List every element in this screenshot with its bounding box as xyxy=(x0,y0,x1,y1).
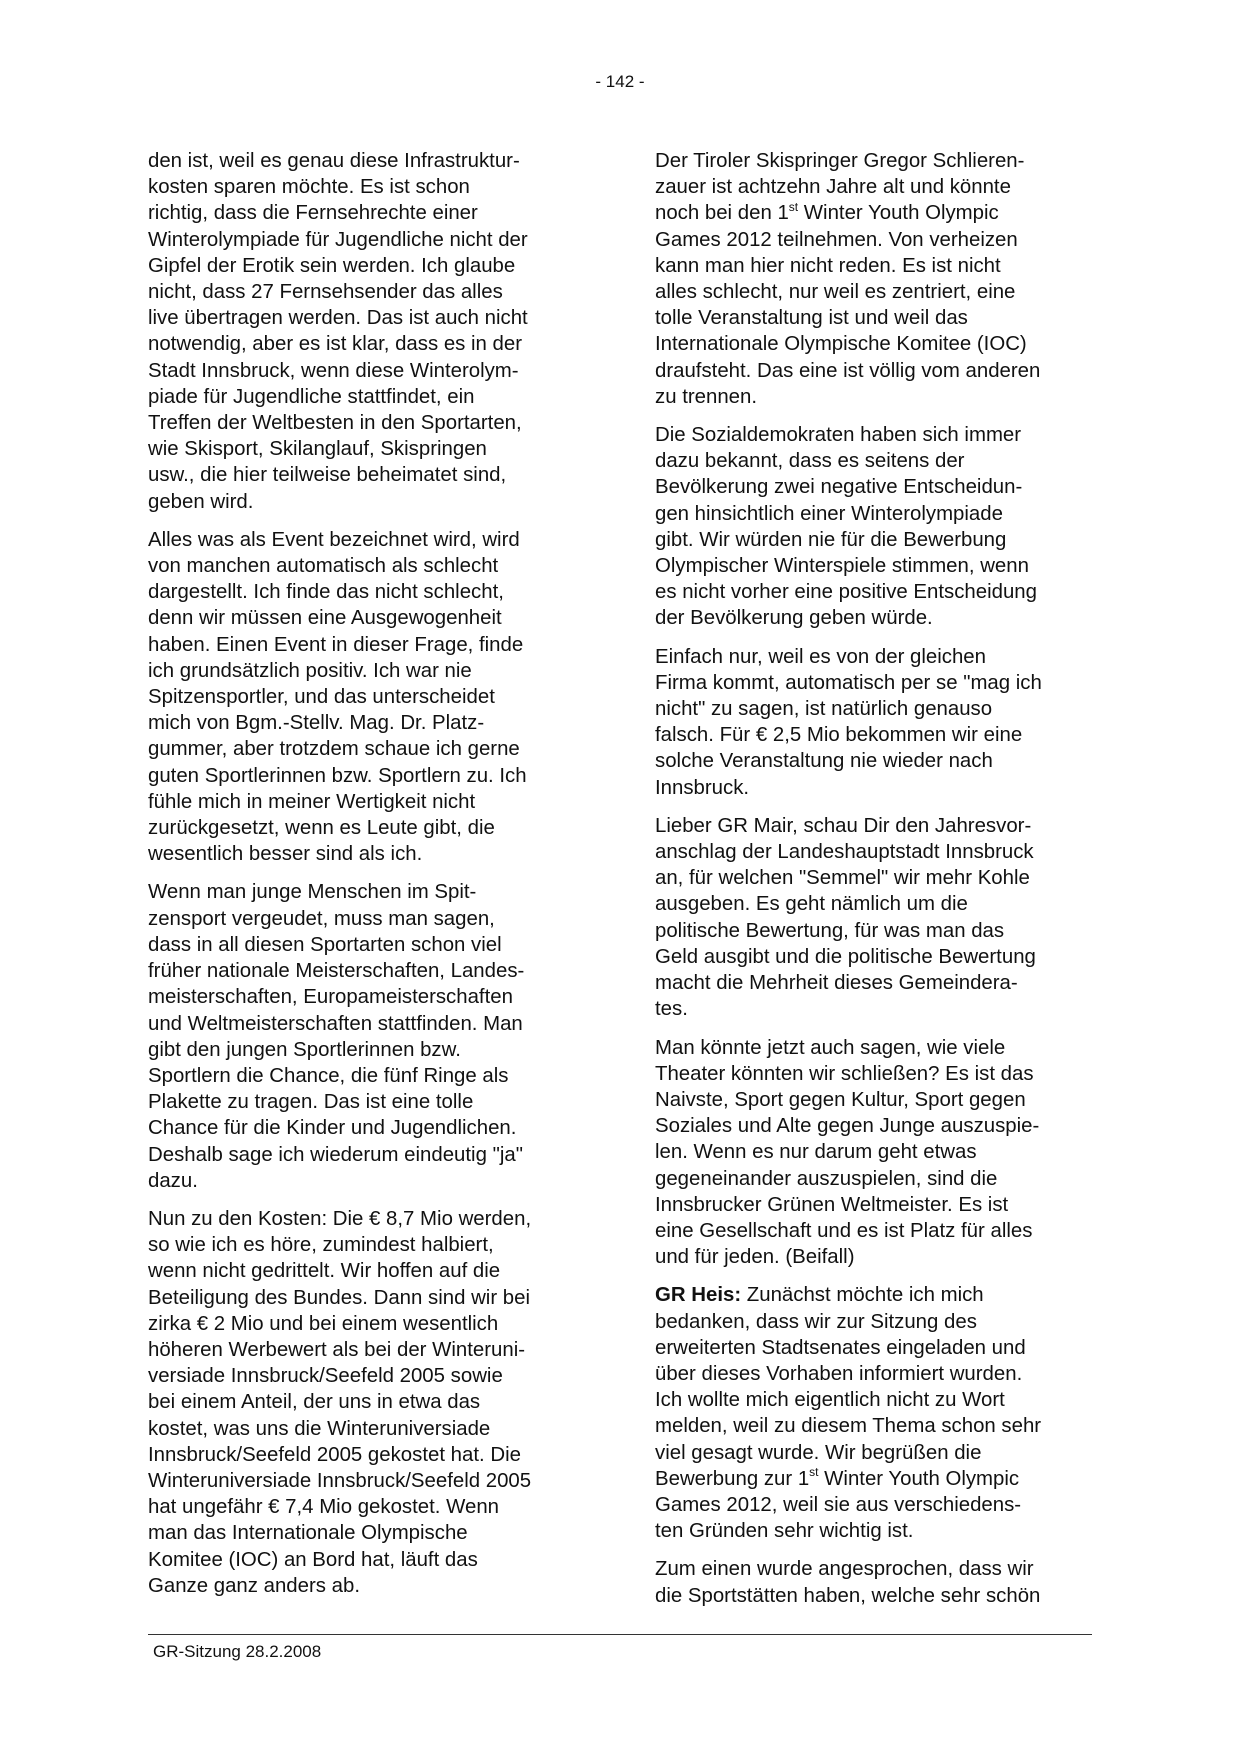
text-line: dass in all diesen Sportarten schon viel xyxy=(148,933,502,956)
text-line: Einfach nur, weil es von der gleichen xyxy=(655,645,986,668)
text-line: gummer, aber trotzdem schaue ich gerne xyxy=(148,738,520,761)
text-line: denn wir müssen eine Ausgewogenheit xyxy=(148,607,502,630)
text-line: anschlag der Landeshauptstadt Innsbruck xyxy=(655,841,1034,864)
text-fragment: Winter Youth Olympic xyxy=(798,202,999,225)
text-line: bedanken, dass wir zur Sitzung des xyxy=(655,1310,977,1333)
text-line: Games 2012, weil sie aus verschiedens- xyxy=(655,1493,1022,1516)
text-fragment: Bewerbung zur 1 xyxy=(655,1467,810,1490)
speaker-name: GR Heis: xyxy=(655,1284,742,1307)
text-line: die Sportstätten haben, welche sehr schön xyxy=(655,1584,1041,1607)
text-line: Ich wollte mich eigentlich nicht zu Wort xyxy=(655,1389,1005,1412)
text-line: Der Tiroler Skispringer Gregor Schlieren- xyxy=(655,150,1025,172)
right-paragraph-6 xyxy=(655,1282,1095,1544)
text-line: zauer ist achtzehn Jahre alt und könnte xyxy=(655,176,1011,199)
text-line: gegeneinander auszuspielen, sind die xyxy=(655,1167,998,1190)
text-line: viel gesagt wurde. Wir begrüßen die xyxy=(655,1441,982,1464)
text-line: erweiterten Stadtsenates eingeladen und xyxy=(655,1336,1026,1359)
text-line: gibt. Wir würden nie für die Bewerbung xyxy=(655,528,1007,551)
text-line: fühle mich in meiner Wertigkeit nicht xyxy=(148,790,476,813)
text-line: kann man hier nicht reden. Es ist nicht xyxy=(655,254,1001,277)
text-line: Gipfel der Erotik sein werden. Ich glaube xyxy=(148,254,516,277)
text-line: kostet, was uns die Winteruniversiade xyxy=(148,1417,491,1440)
footer-divider xyxy=(148,1634,1092,1635)
text-line: Stadt Innsbruck, wenn diese Winterolym- xyxy=(148,359,519,382)
text-line: Olympischer Winterspiele stimmen, wenn xyxy=(655,555,1029,578)
text-line: wesentlich besser sind als ich. xyxy=(148,843,423,866)
text-line: Man könnte jetzt auch sagen, wie viele xyxy=(655,1036,1006,1059)
text-line: meisterschaften, Europameisterschaften xyxy=(148,986,513,1009)
text-line: draufsteht. Das eine ist völlig vom anderen xyxy=(655,359,1041,382)
text-line: es nicht vorher eine positive Entscheidung xyxy=(655,581,1037,604)
text-line: ausgeben. Es geht nämlich um die xyxy=(655,893,968,916)
text-line: Geld ausgibt und die politische Bewertung xyxy=(655,945,1036,968)
text-line: Internationale Olympische Komitee (IOC) xyxy=(655,333,1027,356)
text-line: Ganze ganz anders ab. xyxy=(148,1574,360,1597)
text-line: Beteiligung des Bundes. Dann sind wir bei xyxy=(148,1286,530,1309)
text-line: so wie ich es höre, zumindest halbiert, xyxy=(148,1234,494,1257)
left-paragraph-1 xyxy=(148,148,588,515)
text-line: Komitee (IOC) an Bord hat, läuft das xyxy=(148,1548,478,1571)
text-line: Soziales und Alte gegen Junge auszuspie- xyxy=(655,1115,1040,1138)
text-line: von manchen automatisch als schlecht xyxy=(148,555,499,578)
text-line: Wenn man junge Menschen im Spit- xyxy=(148,881,477,904)
text-line: geben wird. xyxy=(148,490,254,513)
right-column xyxy=(655,148,1095,1621)
text-line: zirka € 2 Mio und bei einem wesentlich xyxy=(148,1312,499,1335)
left-paragraph-3 xyxy=(148,879,588,1193)
text-line: Firma kommt, automatisch per se "mag ich xyxy=(655,671,1042,694)
text-line: gen hinsichtlich einer Winterolympiade xyxy=(655,502,1003,525)
text-line: Deshalb sage ich wiederum eindeutig "ja" xyxy=(148,1143,523,1166)
text-line: live übertragen werden. Das ist auch nicht xyxy=(148,307,528,330)
right-paragraph-7 xyxy=(655,1556,1095,1608)
text-line: eine Gesellschaft und es ist Platz für alles xyxy=(655,1219,1033,1242)
text-line: politische Bewertung, für was man das xyxy=(655,919,1005,942)
text-line: Die Sozialdemokraten haben sich immer xyxy=(655,424,1022,447)
text-line: Lieber GR Mair, schau Dir den Jahresvor- xyxy=(655,814,1032,837)
text-line: hat ungefähr € 7,4 Mio gekostet. Wenn xyxy=(148,1496,500,1519)
right-paragraph-5 xyxy=(655,1035,1095,1271)
text-line: zensport vergeudet, muss man sagen, xyxy=(148,907,495,930)
text-line: nicht" zu sagen, ist natürlich genauso xyxy=(655,698,993,721)
text-line: gibt den jungen Sportlerinnen bzw. xyxy=(148,1038,461,1061)
text-line: Spitzensportler, und das unterscheidet xyxy=(148,686,495,709)
text-line: Games 2012 teilnehmen. Von verheizen xyxy=(655,228,1018,251)
text-line: tolle Veranstaltung ist und weil das xyxy=(655,307,968,330)
text-line: alles schlecht, nur weil es zentriert, eine xyxy=(655,281,1016,304)
text-line: Alles was als Event bezeichnet wird, wird xyxy=(148,528,520,551)
text-line: dazu bekannt, dass es seitens der xyxy=(655,450,965,473)
text-line: macht die Mehrheit dieses Gemeindera- xyxy=(655,972,1018,995)
page-number: - 142 - xyxy=(595,72,645,91)
text-line: melden, weil zu diesem Thema schon sehr xyxy=(655,1415,1042,1438)
text-line: solche Veranstaltung nie wieder nach xyxy=(655,750,993,773)
text-line: len. Wenn es nur darum geht etwas xyxy=(655,1141,977,1164)
text-line: Innsbruck. xyxy=(655,776,750,799)
text-line: Bevölkerung zwei negative Entscheidun- xyxy=(655,476,1023,499)
text-line: der Bevölkerung geben würde. xyxy=(655,607,933,630)
text-line: über dieses Vorhaben informiert wurden. xyxy=(655,1362,1023,1385)
footer-session-date: GR-Sitzung 28.2.2008 xyxy=(153,1642,322,1661)
text-line xyxy=(655,1282,1095,1308)
text-line: Winterolympiade für Jugendliche nicht der xyxy=(148,228,528,251)
text-line: Innsbrucker Grünen Weltmeister. Es ist xyxy=(655,1193,1009,1216)
text-line: zurückgesetzt, wenn es Leute gibt, die xyxy=(148,817,495,840)
text-line: dargestellt. Ich finde das nicht schlecht, xyxy=(148,581,504,604)
superscript: st xyxy=(809,1464,819,1479)
text-line: tes. xyxy=(655,998,688,1021)
text-line: Chance für die Kinder und Jugendlichen. xyxy=(148,1117,517,1140)
text-line: versiade Innsbruck/Seefeld 2005 sowie xyxy=(148,1365,503,1388)
text-fragment: noch bei den 1 xyxy=(655,202,789,225)
text-line: Nun zu den Kosten: Die € 8,7 Mio werden, xyxy=(148,1207,532,1230)
left-paragraph-4 xyxy=(148,1206,588,1599)
text-line: Sportlern die Chance, die fünf Ringe als xyxy=(148,1064,509,1087)
text-line: dazu. xyxy=(148,1169,198,1192)
text-line: notwendig, aber es ist klar, dass es in der xyxy=(148,333,523,356)
text-line: kosten sparen möchte. Es ist schon xyxy=(148,176,470,199)
right-paragraph-1 xyxy=(655,148,1095,410)
text-line: usw., die hier teilweise beheimatet sind, xyxy=(148,464,507,487)
left-paragraph-2 xyxy=(148,527,588,868)
text-line: Theater könnten wir schließen? Es ist das xyxy=(655,1062,1034,1085)
text-fragment: Winter Youth Olympic xyxy=(818,1467,1020,1490)
superscript: st xyxy=(788,199,799,214)
text-line: ich grundsätzlich positiv. Ich war nie xyxy=(148,659,472,682)
text-line: den ist, weil es genau diese Infrastruktur- xyxy=(148,150,520,172)
text-line: piade für Jugendliche stattfindet, ein xyxy=(148,385,475,408)
text-line: Zum einen wurde angesprochen, dass wir xyxy=(655,1558,1034,1581)
text-line: früher nationale Meisterschaften, Landes- xyxy=(148,960,525,983)
text-line: höheren Werbewert als bei der Winteruni- xyxy=(148,1338,526,1361)
text-line: Winteruniversiade Innsbruck/Seefeld 2005 xyxy=(148,1469,532,1492)
right-paragraph-3 xyxy=(655,644,1095,801)
text-line: nicht, dass 27 Fernsehsender das alles xyxy=(148,281,503,304)
text-line: richtig, dass die Fernsehrechte einer xyxy=(148,202,478,225)
text-line: wie Skisport, Skilanglauf, Skispringen xyxy=(148,438,487,461)
text-line: guten Sportlerinnen bzw. Sportlern zu. Ich xyxy=(148,764,527,787)
right-paragraph-2 xyxy=(655,422,1095,632)
text-line: und für jeden. (Beifall) xyxy=(655,1246,855,1269)
text-line: Naivste, Sport gegen Kultur, Sport gegen xyxy=(655,1088,1026,1111)
text-line: mich von Bgm.-Stellv. Mag. Dr. Platz- xyxy=(148,712,485,735)
text-fragment: Zunächst möchte ich mich xyxy=(741,1284,984,1307)
text-line: Innsbruck/Seefeld 2005 gekostet hat. Die xyxy=(148,1443,521,1466)
right-paragraph-4 xyxy=(655,813,1095,1023)
text-line xyxy=(655,1466,1095,1492)
text-line: haben. Einen Event in dieser Frage, finde xyxy=(148,633,524,656)
text-line: Plakette zu tragen. Das ist eine tolle xyxy=(148,1091,474,1114)
text-line xyxy=(655,200,1095,226)
text-line: man das Internationale Olympische xyxy=(148,1522,468,1545)
text-line: an, für welchen "Semmel" wir mehr Kohle xyxy=(655,867,1030,890)
text-line: falsch. Für € 2,5 Mio bekommen wir eine xyxy=(655,724,1023,747)
text-line: wenn nicht gedrittelt. Wir hoffen auf die xyxy=(148,1260,501,1283)
left-column xyxy=(148,148,588,1611)
text-line: und Weltmeisterschaften stattfinden. Man xyxy=(148,1012,523,1035)
text-line: zu trennen. xyxy=(655,385,758,408)
text-line: Treffen der Weltbesten in den Sportarten, xyxy=(148,412,522,435)
text-line: bei einem Anteil, der uns in etwa das xyxy=(148,1391,481,1414)
text-line: ten Gründen sehr wichtig ist. xyxy=(655,1520,914,1543)
